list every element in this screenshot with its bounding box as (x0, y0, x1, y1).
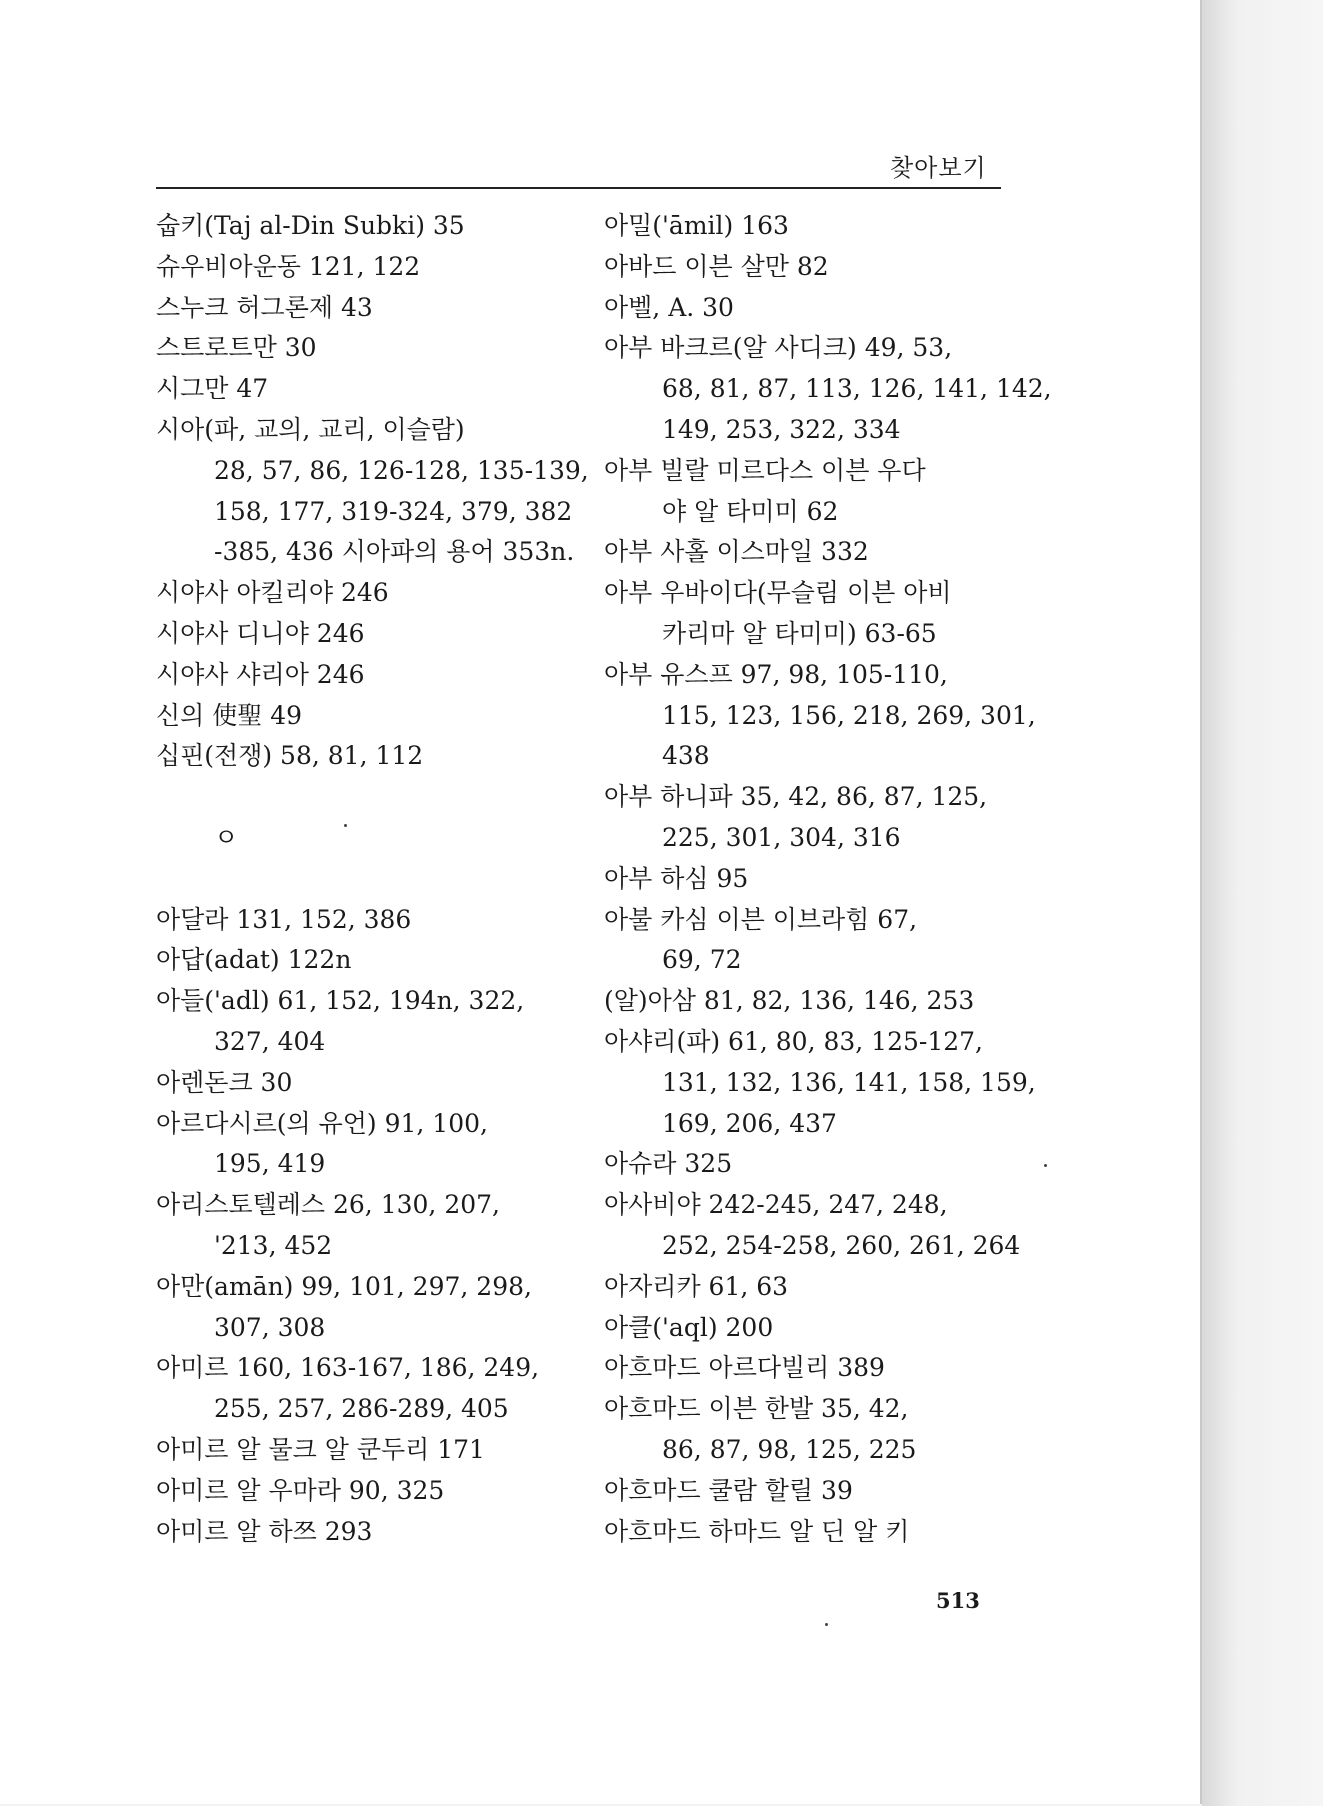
index-entry: 아바드 이븐 살만 82 (604, 251, 829, 281)
index-entry-continuation: 225, 301, 304, 316 (662, 822, 901, 852)
running-head: 찾아보기 (890, 154, 987, 182)
index-entry: 숩키(Taj al-Din Subki) 35 (156, 211, 465, 240)
index-entry-continuation: 327, 404 (214, 1026, 326, 1056)
index-entry: 아들('adl) 61, 152, 194n, 322, (156, 986, 525, 1016)
index-entry: 스트로트만 30 (156, 333, 317, 363)
page-number: 513 (936, 1588, 980, 1613)
index-column-right (604, 206, 1052, 1552)
index-entry: 아부 하니파 35, 42, 86, 87, 125, (604, 782, 988, 812)
index-entry: 아클('aql) 200 (604, 1312, 774, 1342)
index-entry: 아만(amān) 99, 101, 297, 298, (156, 1271, 532, 1301)
index-entry: 아부 유스프 97, 98, 105-110, (604, 659, 948, 689)
index-entry: 아부 바크르(알 사디크) 49, 53, (604, 333, 953, 363)
index-entry-continuation: -385, 436 시아파의 용어 353n. (214, 537, 575, 567)
index-entry: 아렌돈크 30 (156, 1067, 293, 1097)
index-entry: 아미르 알 우마라 90, 325 (156, 1475, 445, 1505)
print-speck (344, 824, 347, 827)
index-entry: 아미르 160, 163-167, 186, 249, (156, 1353, 540, 1383)
index-entry-continuation: '213, 452 (214, 1230, 333, 1260)
index-entry: 아흐마드 쿨람 할릴 39 (604, 1475, 853, 1505)
index-entry: 시그만 47 (156, 374, 269, 404)
blank-line (156, 859, 576, 900)
section-letter: ㅇ (214, 822, 239, 852)
index-entry: 아흐마드 아르다빌리 389 (604, 1353, 885, 1383)
index-entry: 아사비야 242-245, 247, 248, (604, 1190, 948, 1220)
index-entry: 아부 사홀 이스마일 332 (604, 537, 869, 567)
index-entry: 슈우비아운동 121, 122 (156, 251, 421, 281)
index-entry-continuation: 야 알 타미미 62 (662, 496, 839, 526)
index-column-left (156, 206, 589, 1552)
blank-line (156, 777, 576, 818)
index-entry-continuation: 307, 308 (214, 1312, 326, 1342)
page-edge-shadow (1202, 0, 1323, 1806)
index-entry: 아부 하심 95 (604, 863, 749, 893)
print-speck (1044, 1164, 1047, 1167)
index-entry: 스누크 허그론제 43 (156, 292, 373, 322)
index-entry-continuation: 86, 87, 98, 125, 225 (662, 1434, 917, 1464)
index-entry: 아슈라 325 (604, 1149, 733, 1179)
index-entry: 아답(adat) 122n (156, 945, 352, 975)
index-entry-continuation: 115, 123, 156, 218, 269, 301, (662, 700, 1036, 730)
index-entry: 아흐마드 이븐 한발 35, 42, (604, 1394, 909, 1424)
index-entry-continuation: 68, 81, 87, 113, 126, 141, 142, (662, 374, 1052, 404)
index-entry: 시야사 아킬리야 246 (156, 578, 389, 608)
index-entry: 아미르 알 하쯔 293 (156, 1516, 373, 1546)
index-entry-continuation: 438 (662, 741, 710, 771)
index-entry-continuation: 카리마 알 타미미) 63-65 (662, 618, 937, 648)
index-entry: 아불 카심 이븐 이브라힘 67, (604, 904, 918, 934)
index-entry: 아달라 131, 152, 386 (156, 904, 412, 934)
index-entry-continuation: 131, 132, 136, 141, 158, 159, (662, 1067, 1036, 1097)
header-rule (156, 187, 1001, 189)
index-entry: 아자리카 61, 63 (604, 1271, 789, 1301)
index-entry: 아샤리(파) 61, 80, 83, 125-127, (604, 1026, 983, 1056)
index-entry: 시야사 샤리아 246 (156, 659, 365, 689)
index-entry: 아벨, A. 30 (604, 292, 734, 322)
index-entry-continuation: 149, 253, 322, 334 (662, 414, 901, 444)
index-entry-continuation: 169, 206, 437 (662, 1108, 837, 1138)
index-entry: 시아(파, 교의, 교리, 이슬람) (156, 414, 465, 444)
index-entry-continuation: 255, 257, 286-289, 405 (214, 1394, 509, 1424)
index-entry: 아밀('āmil) 163 (604, 211, 789, 240)
index-entry: 아흐마드 하마드 알 딘 알 키 (604, 1516, 910, 1546)
index-entry-continuation: 28, 57, 86, 126-128, 135-139, (214, 455, 589, 485)
index-entry: 십핀(전쟁) 58, 81, 112 (156, 741, 424, 771)
print-speck (825, 1623, 828, 1626)
index-entry-continuation: 252, 254-258, 260, 261, 264 (662, 1230, 1021, 1260)
index-entry: 아미르 알 물크 알 쿤두리 171 (156, 1434, 485, 1464)
index-entry: 아리스토텔레스 26, 130, 207, (156, 1190, 500, 1220)
index-entry: 아부 빌랄 미르다스 이븐 우다 (604, 455, 926, 485)
index-entry: (알)아삼 81, 82, 136, 146, 253 (604, 986, 975, 1016)
index-entry: 아부 우바이다(무슬림 이븐 아비 (604, 578, 952, 608)
index-entry-continuation: 195, 419 (214, 1149, 326, 1179)
index-entry-continuation: 69, 72 (662, 945, 742, 975)
index-entry: 신의 使聖 49 (156, 700, 303, 730)
index-entry: 시야사 디니야 246 (156, 618, 365, 648)
index-entry: 아르다시르(의 유언) 91, 100, (156, 1108, 488, 1138)
index-entry-continuation: 158, 177, 319-324, 379, 382 (214, 496, 573, 526)
